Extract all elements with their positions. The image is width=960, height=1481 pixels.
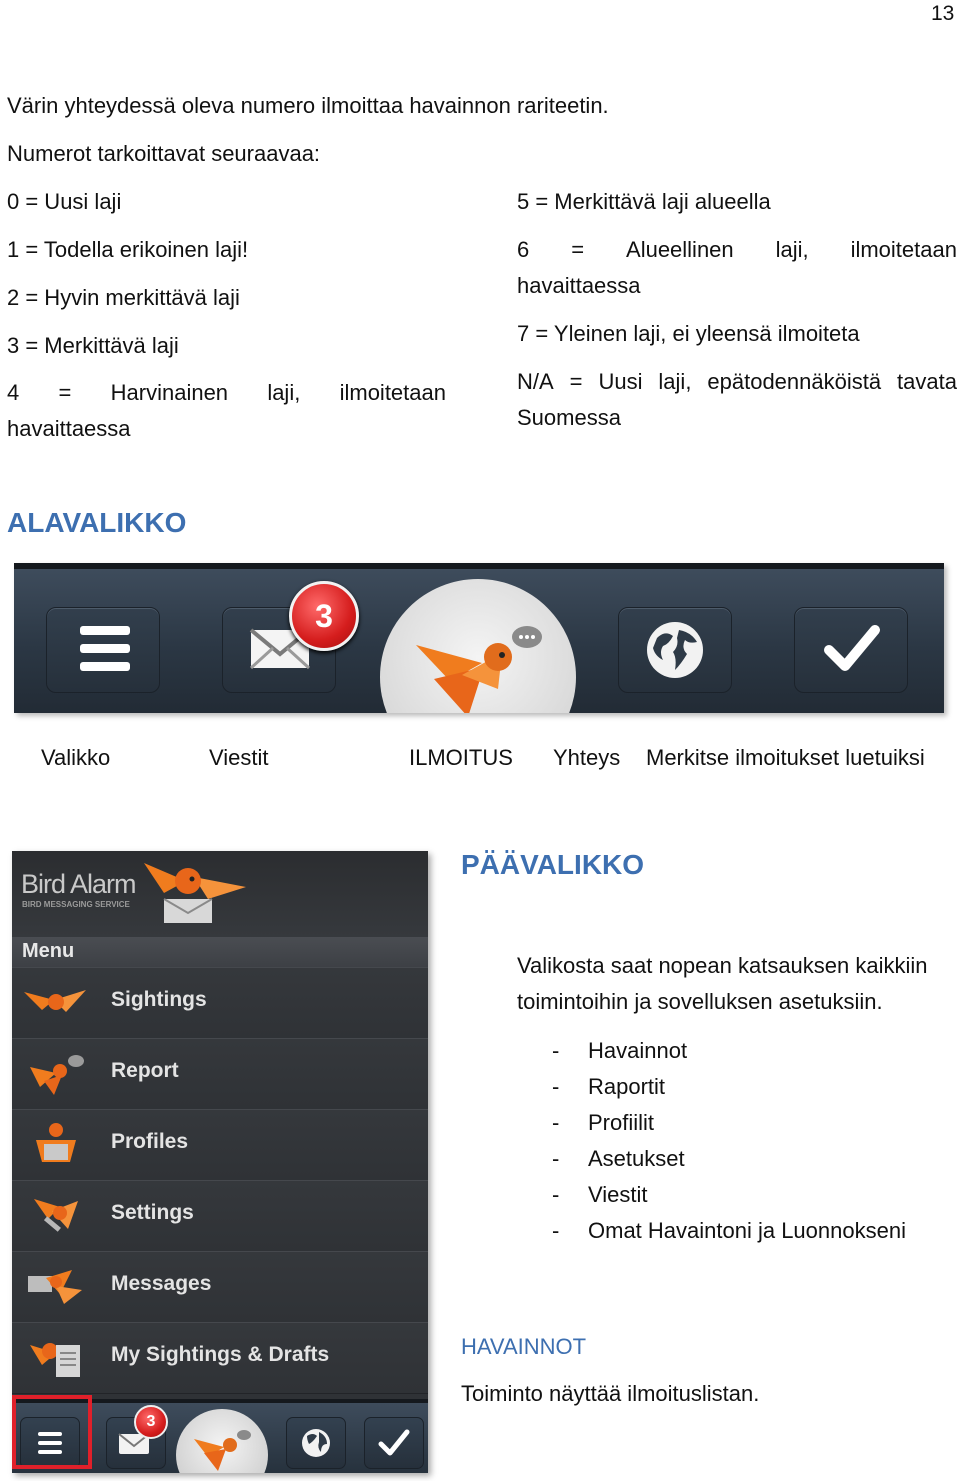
- mark-read-button[interactable]: [794, 607, 908, 693]
- phone-bottom-bar: [12, 1399, 428, 1473]
- paavalikko-desc-1: Valikosta saat nopean katsauksen kaikkiin: [517, 953, 928, 978]
- rarity-3: 3 = Merkittävä laji: [7, 333, 179, 358]
- rarity-na-word: laji,: [658, 369, 692, 394]
- bird-logo-icon: [176, 1409, 268, 1473]
- menu-item-label: Messages: [111, 1272, 212, 1295]
- rarity-5: 5 = Merkittävä laji alueella: [517, 189, 771, 214]
- bird-wrench-icon: [30, 1191, 82, 1239]
- rarity-4-word: laji,: [267, 380, 301, 405]
- rarity-2: 2 = Hyvin merkittävä laji: [7, 285, 240, 310]
- bird-document-icon: [28, 1331, 86, 1383]
- rarity-4-word: ilmoitetaan: [339, 380, 446, 405]
- paavalikko-heading: PÄÄVALIKKO: [461, 849, 645, 880]
- rarity-na: [517, 370, 957, 394]
- alavalikko-heading: ALAVALIKKO: [7, 507, 187, 538]
- havainnot-heading: HAVAINNOT: [461, 1334, 587, 1359]
- list-item: Profiilit: [588, 1110, 655, 1135]
- menu-item-report[interactable]: [12, 1038, 428, 1110]
- checkmark-icon: [365, 1418, 423, 1468]
- list-bullet: -: [552, 1074, 560, 1099]
- rarity-na-word: =: [569, 369, 583, 394]
- globe-icon: [287, 1418, 345, 1468]
- brand-name: Bird Alarm: [21, 869, 136, 899]
- bird-speech-icon: [26, 1051, 88, 1095]
- rarity-4: [7, 381, 446, 405]
- page-number: 13: [931, 2, 955, 25]
- intro-line-2: Numerot tarkoittavat seuraavaa:: [7, 141, 321, 166]
- globe-icon: [619, 608, 731, 692]
- phone-connection-button[interactable]: [286, 1417, 346, 1469]
- bottom-bar-screenshot: [14, 563, 944, 713]
- bird-envelope-icon: [26, 1264, 86, 1308]
- menu-item-label: Settings: [111, 1201, 194, 1224]
- rarity-na-word: tavata: [897, 369, 957, 394]
- highlight-box: [12, 1395, 92, 1469]
- phone-message-badge: 3: [134, 1405, 168, 1439]
- brand-tagline: BIRD MESSAGING SERVICE: [22, 900, 130, 909]
- menu-item-label: Report: [111, 1059, 179, 1082]
- list-bullet: -: [552, 1218, 560, 1243]
- message-count-badge: 3: [289, 581, 359, 651]
- label-menu: Valikko: [41, 745, 111, 770]
- list-item: Havainnot: [588, 1038, 688, 1063]
- phone-report-button[interactable]: [176, 1409, 268, 1473]
- list-bullet: -: [552, 1146, 560, 1171]
- list-bullet: -: [552, 1110, 560, 1135]
- paavalikko-desc-2: toimintoihin ja sovelluksen asetuksiin.: [517, 989, 883, 1014]
- list-item: Raportit: [588, 1074, 666, 1099]
- rarity-4-word: 4: [7, 380, 20, 405]
- list-item: Omat Havaintoni ja Luonnokseni: [588, 1218, 906, 1243]
- rarity-na-word: epätodennäköistä: [707, 369, 882, 394]
- label-mark-read: Merkitse ilmoitukset luetuiksi: [646, 745, 925, 770]
- bird-logo-icon: [380, 579, 576, 713]
- label-messages: Viestit: [209, 745, 269, 770]
- rarity-na-word: N/A: [517, 369, 554, 394]
- label-connection: Yhteys: [553, 745, 621, 770]
- bird-icon: [24, 982, 86, 1022]
- menu-item-label: Profiles: [111, 1130, 189, 1153]
- menu-item-profiles[interactable]: [12, 1109, 428, 1181]
- rarity-6-continued: havaittaessa: [517, 273, 641, 298]
- rarity-6-word: =: [571, 237, 585, 262]
- bird-profile-icon: [30, 1120, 82, 1166]
- rarity-6-word: 6: [517, 237, 530, 262]
- bird-envelope-logo-icon: [142, 855, 252, 935]
- menu-item-messages[interactable]: [12, 1251, 428, 1323]
- intro-line-1: Värin yhteydessä oleva numero ilmoittaa havainnon rariteetin.: [7, 93, 609, 118]
- menu-item-label: Sightings: [111, 988, 207, 1011]
- rarity-0: 0 = Uusi laji: [7, 189, 122, 214]
- rarity-6: [517, 238, 957, 262]
- app-header: [12, 851, 428, 937]
- checkmark-icon: [795, 608, 907, 692]
- rarity-6-word: ilmoitetaan: [850, 237, 957, 262]
- report-button[interactable]: [380, 579, 576, 713]
- rarity-4-word: Harvinainen: [110, 380, 229, 405]
- list-bullet: -: [552, 1038, 560, 1063]
- havainnot-text: Toiminto näyttää ilmoituslistan.: [461, 1381, 760, 1406]
- menu-header-label: Menu: [22, 940, 75, 962]
- list-item: Viestit: [588, 1182, 648, 1207]
- hamburger-icon: [47, 608, 159, 692]
- menu-button[interactable]: [46, 607, 160, 693]
- rarity-1: 1 = Todella erikoinen laji!: [7, 237, 249, 262]
- rarity-4-word: =: [58, 380, 72, 405]
- connection-button[interactable]: [618, 607, 732, 693]
- menu-item-label: My Sightings & Drafts: [111, 1343, 330, 1366]
- rarity-na-word: Uusi: [598, 369, 643, 394]
- menu-item-my-sightings-drafts[interactable]: [12, 1322, 428, 1394]
- rarity-na-continued: Suomessa: [517, 405, 621, 430]
- phone-mark-read-button[interactable]: [364, 1417, 424, 1469]
- main-menu-screenshot: [12, 851, 428, 1473]
- menu-item-settings[interactable]: [12, 1180, 428, 1252]
- label-report: ILMOITUS: [409, 745, 513, 770]
- rarity-7: 7 = Yleinen laji, ei yleensä ilmoiteta: [517, 321, 860, 346]
- menu-item-sightings[interactable]: [12, 967, 428, 1039]
- rarity-6-word: laji,: [775, 237, 809, 262]
- menu-header: [12, 937, 428, 967]
- list-item: Asetukset: [588, 1146, 685, 1171]
- rarity-4-continued: havaittaessa: [7, 416, 131, 441]
- list-bullet: -: [552, 1182, 560, 1207]
- rarity-6-word: Alueellinen: [626, 237, 734, 262]
